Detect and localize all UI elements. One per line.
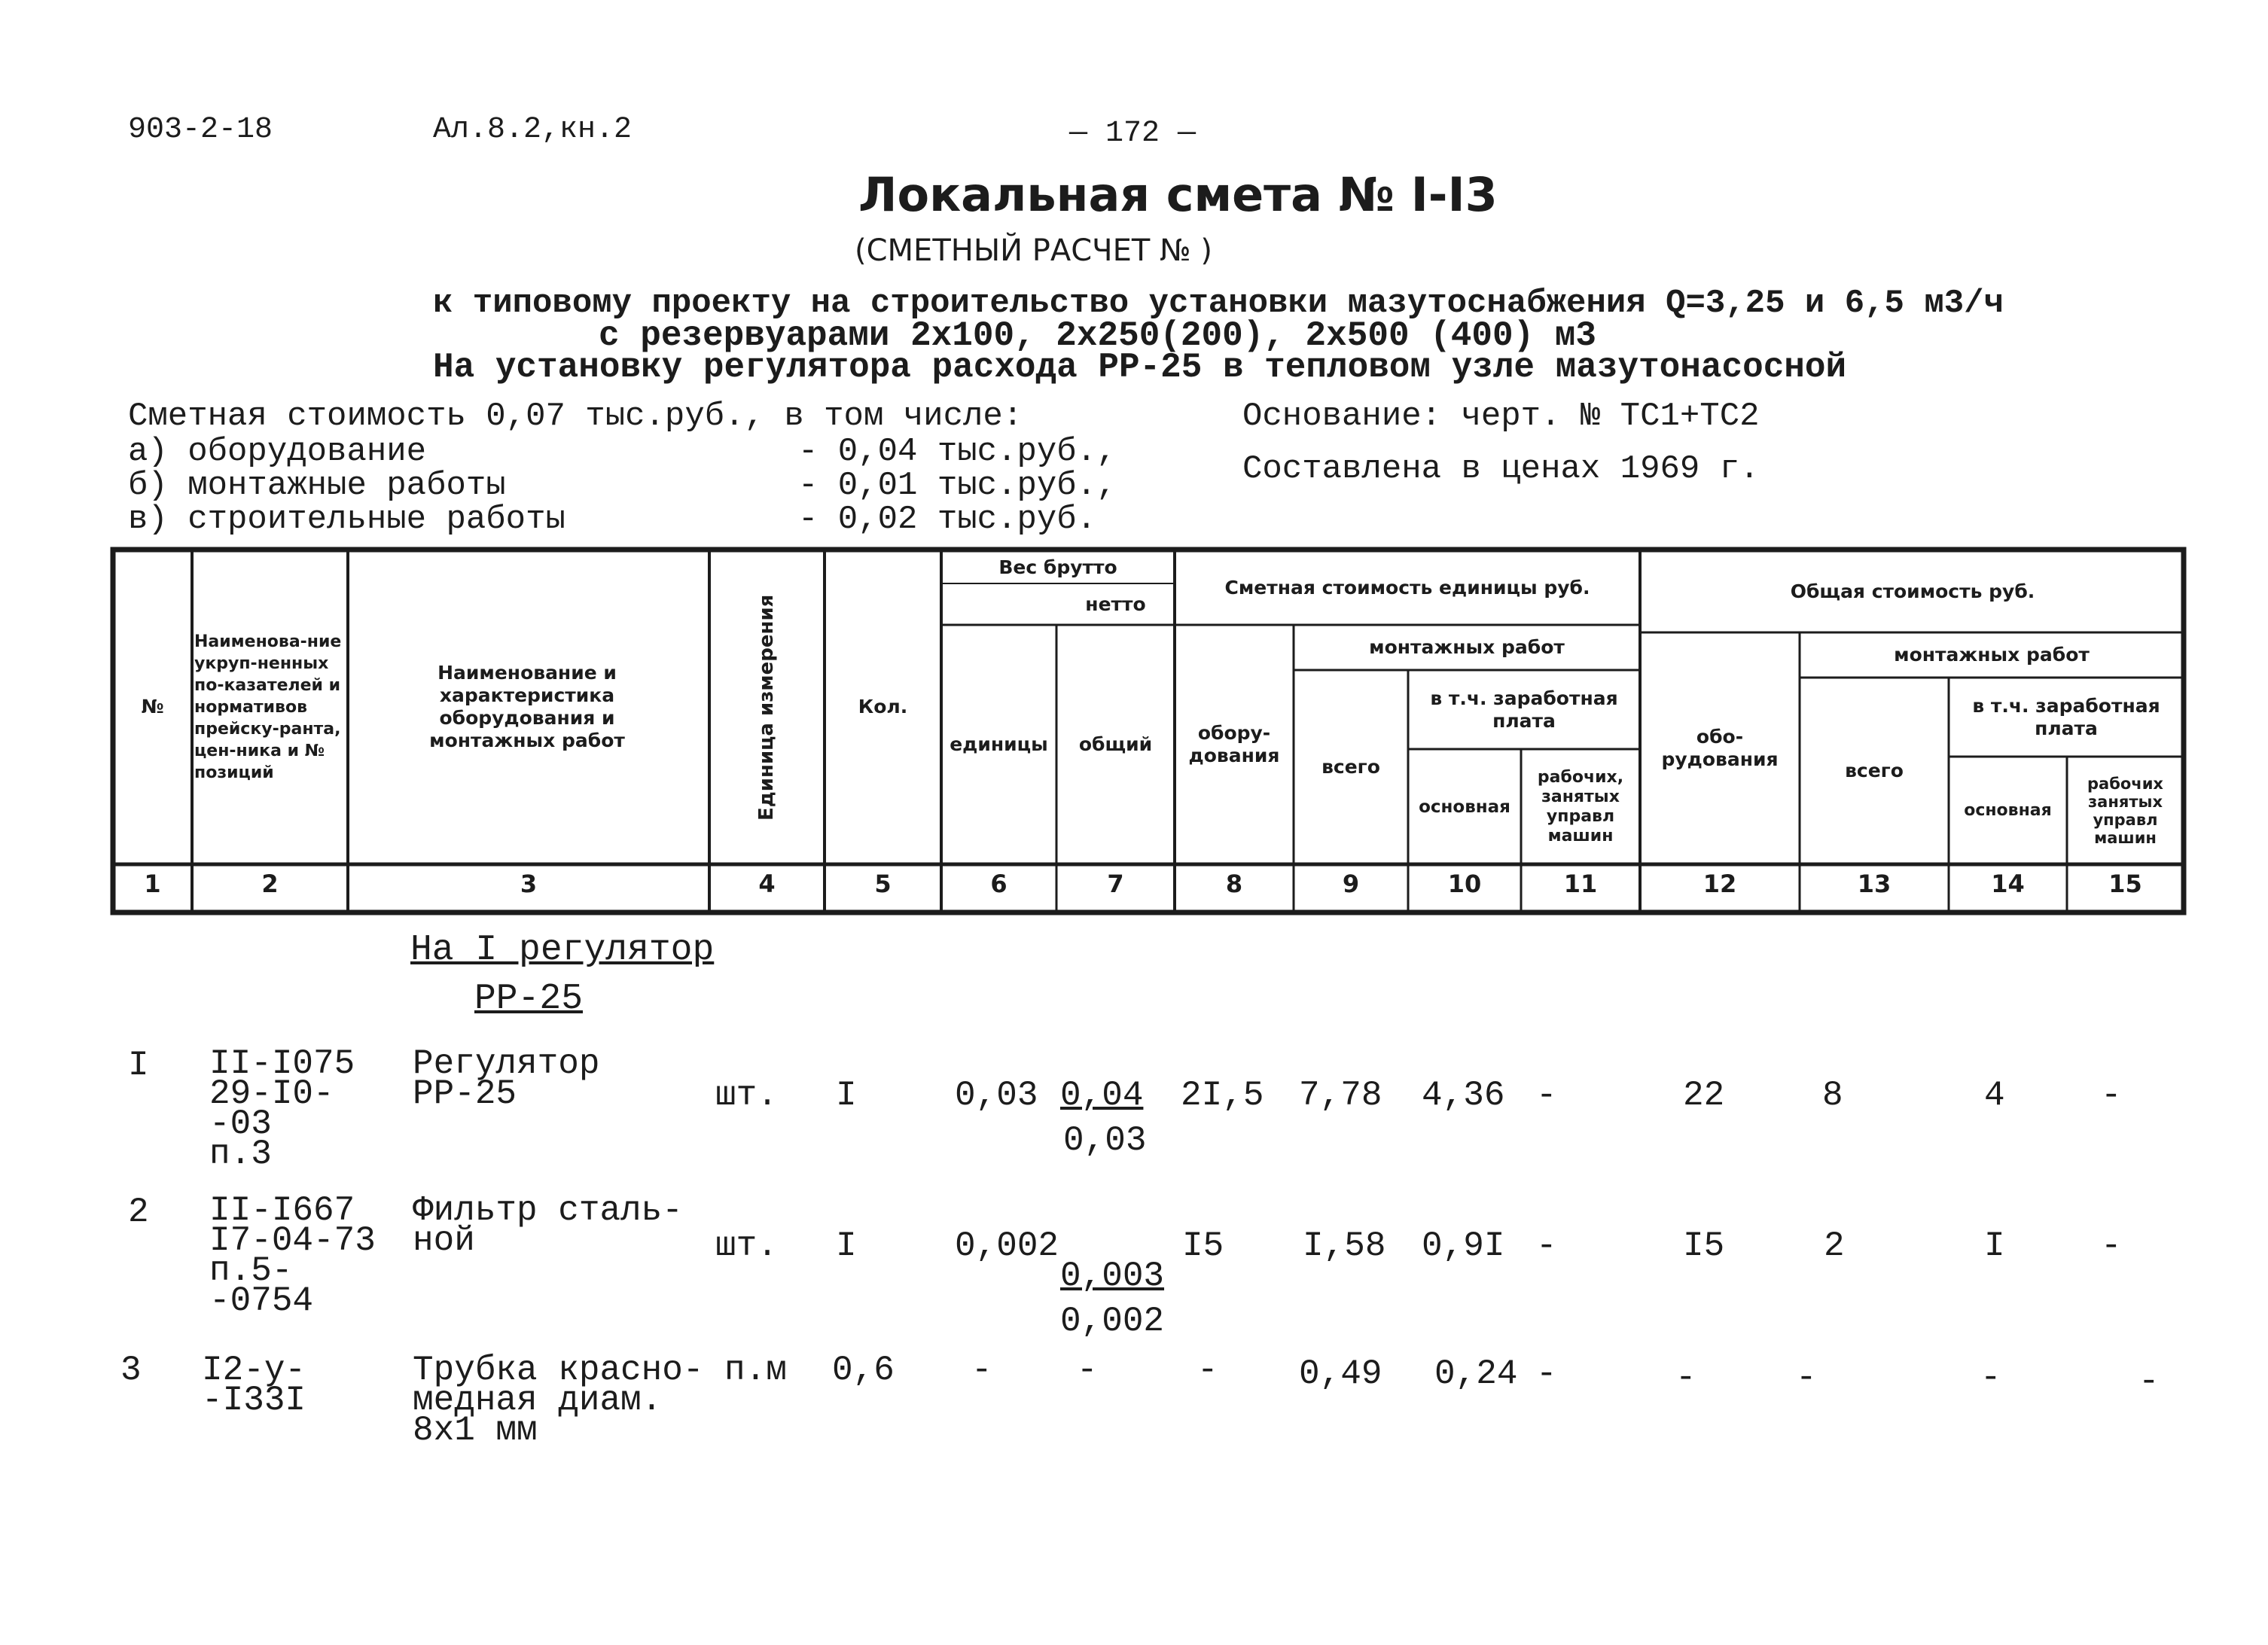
row-3-unit-mount: 0,49 <box>1299 1354 1382 1394</box>
row-3-total-wage: - <box>1980 1358 2001 1397</box>
header-col-weight-total: общий <box>1078 733 1153 755</box>
row-2-number: 2 <box>128 1193 149 1232</box>
row-1-unit: шт. <box>715 1076 778 1115</box>
header-col-norm-code: Наименова-ние укруп-ненных по-казателей и нормативов прейску-ранта, цен-ника и № позиций <box>194 632 342 782</box>
row-2-quantity: I <box>836 1226 857 1266</box>
row-3-weight-unit: - <box>971 1351 992 1390</box>
row-3-number: 3 <box>120 1351 142 1390</box>
header-col-description: Наименование и характеристика оборудования и монтажных работ <box>429 662 625 751</box>
row-1-unit-mount: 7,78 <box>1299 1076 1382 1115</box>
estimate-basis: Основание: черт. № ТС1+ТС2 <box>1242 398 1760 435</box>
row-1-unit-wage: 4,36 <box>1422 1076 1505 1115</box>
column-number: 5 <box>874 870 892 898</box>
column-number: 4 <box>758 870 776 898</box>
row-2-total-mount: 2 <box>1824 1226 1845 1266</box>
header-unit-wage-group: в т.ч. заработная плата <box>1430 687 1618 732</box>
row-2-weight-total: 0,003 <box>1060 1257 1165 1296</box>
row-3-description: Трубка красно- медная диам. 8х1 мм <box>413 1351 704 1450</box>
header-total-wage-group: в т.ч. заработная плата <box>1972 694 2160 739</box>
row-1-total-mount: 8 <box>1822 1076 1843 1115</box>
header-weight-group: Вес брутто <box>998 556 1117 578</box>
column-number: 2 <box>261 870 279 898</box>
row-1-total-machine: - <box>2101 1076 2122 1115</box>
header-col-number: № <box>141 696 164 717</box>
column-number: 15 <box>2108 870 2142 898</box>
estimate-subtitle: (СМЕТНЫЙ РАСЧЕТ № ) <box>855 233 1212 268</box>
column-number: 1 <box>144 870 161 898</box>
row-2-unit: шт. <box>715 1226 778 1266</box>
row-1-total-wage: 4 <box>1984 1076 2005 1115</box>
header-col-unit: Единица измерения <box>755 594 778 821</box>
project-line-1: к типовому проекту на строительство установки мазутоснабжения Q=3,25 и 6,5 м3/ч <box>433 285 2004 322</box>
column-number: 8 <box>1225 870 1243 898</box>
row-1-unit-machine: - <box>1536 1076 1557 1115</box>
construction-label: в) строительные работы <box>128 501 565 538</box>
row-1-weight-net: 0,03 <box>1063 1121 1147 1160</box>
row-2-total-equipment: I5 <box>1683 1226 1725 1266</box>
row-1-weight-total: 0,04 <box>1060 1076 1144 1115</box>
row-1-weight-unit: 0,03 <box>955 1076 1038 1115</box>
equipment-value: - 0,04 тыс.руб., <box>798 433 1117 471</box>
row-1-quantity: I <box>836 1076 857 1115</box>
row-2-description: Фильтр сталь- ной <box>413 1191 683 1260</box>
mounting-value: - 0,01 тыс.руб., <box>798 467 1117 504</box>
row-1-description: Регулятор РР-25 <box>413 1044 600 1113</box>
construction-value: - 0,02 тыс.руб. <box>798 501 1097 538</box>
header-col-weight-unit: единицы <box>950 733 1048 755</box>
header-col-unit-wage-machine: рабочих, занятых управл машин <box>1537 767 1624 845</box>
row-1-number: I <box>128 1046 149 1085</box>
project-line-2: с резервуарами 2х100, 2х250(200), 2х500 (400) м3 <box>599 316 1597 355</box>
row-3-code: I2-у- -I33I <box>202 1351 306 1420</box>
row-3-weight-total: - <box>1077 1351 1098 1390</box>
equipment-label: а) оборудование <box>128 433 427 471</box>
column-number: 11 <box>1563 870 1598 898</box>
row-3-total-machine: - <box>2138 1362 2160 1401</box>
row-2-unit-wage: 0,9I <box>1422 1226 1505 1266</box>
row-3-total-equipment: - <box>1675 1358 1696 1397</box>
column-number: 7 <box>1107 870 1124 898</box>
section-heading: На I регулятор <box>410 930 715 970</box>
estimate-total: Сметная стоимость 0,07 тыс.руб., в том числе: <box>128 398 1023 435</box>
document-code: 903-2-18 <box>128 113 273 147</box>
header-total-cost-group: Общая стоимость руб. <box>1790 580 2035 602</box>
row-3-unit-wage: 0,24 <box>1434 1354 1518 1394</box>
header-col-total-wage-basic: основная <box>1964 800 2052 820</box>
header-col-total-wage-machine: рабочих занятых управл машин <box>2087 774 2163 847</box>
header-unit-mount-group: монтажных работ <box>1369 636 1565 658</box>
price-level: Составлена в ценах 1969 г. <box>1242 450 1760 488</box>
section-heading-model: РР-25 <box>474 979 584 1019</box>
page-number: — 172 — <box>1069 117 1196 151</box>
row-1-unit-equipment: 2I,5 <box>1181 1076 1264 1115</box>
row-2-unit-mount: I,58 <box>1303 1226 1386 1266</box>
row-1-code: II-I075 29-I0- -03 п.3 <box>209 1044 355 1174</box>
header-col-unit-wage-basic: основная <box>1419 797 1510 817</box>
row-3-total-mount: - <box>1796 1358 1817 1397</box>
column-number: 9 <box>1342 870 1360 898</box>
header-col-quantity: Кол. <box>858 696 908 717</box>
column-number: 12 <box>1703 870 1737 898</box>
row-2-total-wage: I <box>1984 1226 2005 1266</box>
header-col-unit-mount-total: всего <box>1321 756 1380 778</box>
header-col-unit-equipment: обору-дования <box>1188 722 1280 766</box>
row-3-unit-equipment: - <box>1197 1351 1218 1390</box>
mounting-label: б) монтажные работы <box>128 467 506 504</box>
row-2-unit-equipment: I5 <box>1182 1226 1224 1266</box>
row-3-quantity: 0,6 <box>832 1351 895 1390</box>
column-number: 3 <box>520 870 538 898</box>
row-2-weight-unit: 0,002 <box>955 1226 1059 1266</box>
row-3-unit: п.м <box>724 1351 787 1390</box>
estimate-title: Локальная смета № I-I3 <box>858 167 1498 222</box>
row-2-unit-machine: - <box>1536 1226 1557 1266</box>
row-3-unit-machine: - <box>1536 1354 1557 1394</box>
album-reference: Ал.8.2,кн.2 <box>433 113 633 147</box>
row-2-total-machine: - <box>2101 1226 2122 1266</box>
project-line-3: На установку регулятора расхода РР-25 в тепловом узле мазутонасосной <box>433 348 1847 387</box>
column-number: 6 <box>990 870 1007 898</box>
column-number: 14 <box>1991 870 2025 898</box>
column-number: 10 <box>1447 870 1482 898</box>
row-1-total-equipment: 22 <box>1683 1076 1725 1115</box>
header-total-mount-group: монтажных работ <box>1894 644 2090 666</box>
row-2-weight-net: 0,002 <box>1060 1302 1165 1341</box>
header-weight-net: нетто <box>1085 593 1146 615</box>
column-number: 13 <box>1857 870 1892 898</box>
header-col-total-mount: всего <box>1845 760 1904 781</box>
header-col-total-equipment: обо-рудования <box>1661 726 1779 770</box>
row-2-code: II-I667 I7-04-73 п.5- -0754 <box>209 1191 376 1321</box>
header-unit-cost-group: Сметная стоимость единицы руб. <box>1224 577 1590 599</box>
